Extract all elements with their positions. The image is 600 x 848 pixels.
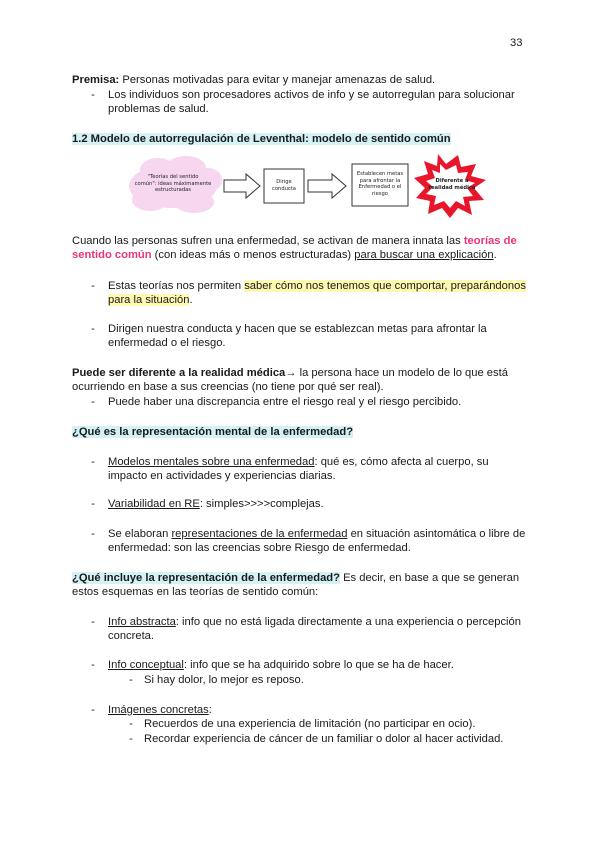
underlined-term: Info conceptual [108,659,184,671]
bullet-text: en situación asintomática o libre de [347,528,526,540]
arrow-right-icon [308,174,346,198]
incluye-i3-sub2: Recordar experiencia de cáncer de un familiar o dolor al hacer actividad. [144,733,504,745]
bullet-dash: - [91,616,95,628]
intro-text: (con ideas más o menos estructuradas) [151,249,355,261]
section-title-text: 1.2 Modelo de autorregulación de Leventhal: modelo de sentido común [72,133,451,145]
bullet-text: Se elaboran [108,528,172,540]
bullet-teorias-line2 [108,293,193,307]
incluye-line2: estos esquemas en las teorías de sentido común: [72,586,319,598]
intro-line1 [72,234,517,248]
star-text-line: Diferente a [435,178,469,184]
box-dirige-text [264,179,304,192]
underlined-term: Imágenes concretas [108,704,209,716]
cloud-text-line: estructuradas [154,187,191,193]
bullet-dash: - [91,659,95,671]
realidad-bullet: Puede haber una discrepancia entre el riesgo real y el riesgo percibido. [108,396,462,408]
box-text-line: conducta [272,185,296,192]
bullet-dash: - [91,704,95,716]
premisa-label: Premisa: [72,74,120,86]
box-metas-text [352,171,408,197]
bullet-dash: - [91,528,95,540]
premisa-bullet-line1: Los individuos son procesadores activos de info y se autorregulan para solucionar [108,89,515,101]
heading-text: ¿Qué es la representación mental de la enfermedad? [72,426,354,438]
box-text-line: riesgo [372,190,388,197]
incluye-i3-sub1: Recuerdos de una experiencia de limitación (no participar en ocio). [144,718,476,730]
intro-pink-text: teorías de [463,235,517,247]
cloud-text-line: "Teorías del sentido [147,174,199,180]
bullet-dash: - [91,396,95,408]
underlined-term: representaciones de la enfermedad [171,528,348,540]
sub-bullet-dash: - [129,718,133,730]
incluye-i3 [108,703,212,717]
bullet-dash: - [91,323,95,335]
bullet-text: Estas teorías nos permiten [108,280,245,292]
premisa-text: Personas motivadas para evitar y manejar amenazas de salud. [119,74,436,86]
bullet-text: : [208,704,212,716]
rep-mental-b3-line1 [108,527,525,541]
box-text-line: para afrontar la [359,177,401,184]
bullet-text: : qué es, cómo afecta al cuerpo, su [314,456,489,468]
incluye-text: Es decir, en base a que se generan [339,572,520,584]
rep-mental-b3-line2: enfermedad: son las creencias sobre Riesgo de enfermedad. [108,542,411,554]
page-number: 33 [510,37,523,49]
bullet-dash: - [91,498,95,510]
underlined-term: Variabilidad en RE [108,498,200,510]
sub-bullet-dash: - [129,733,133,745]
realidad-line1 [72,366,508,380]
arrow-right-icon [224,174,260,198]
intro-pink-text: sentido común [72,249,152,261]
incluye-i1-line2: concreta. [108,630,155,642]
bullet-dash: - [91,280,95,292]
rep-mental-heading [72,425,353,439]
starburst-text [424,178,480,191]
box-text-line: Enfermedad o el [358,184,402,190]
incluye-line1 [72,571,519,585]
rep-mental-b2 [108,497,324,511]
leventhal-diagram [128,150,508,220]
intro-text: Cuando las personas sufren una enfermedad, se activan de manera innata las [72,235,464,247]
bullet-dash: - [91,89,95,101]
bullet-teorias-line1 [108,279,526,293]
realidad-text: la persona hace un modelo de lo que está [296,367,508,379]
star-text-line: realidad médica [428,184,476,191]
underlined-term: Modelos mentales sobre una enfermedad [108,456,315,468]
bullet-text: : simples>>>>complejas. [199,498,324,510]
bullet-dirigen-line1: Dirigen nuestra conducta y hacen que se establezcan metas para afrontar la [108,323,487,335]
premisa-line [72,73,435,87]
highlighted-text: saber cómo nos tenemos que comportar, preparándonos [244,280,526,292]
premisa-bullet-line2: problemas de salud. [108,103,209,115]
box-text-line: Dirige [276,179,292,185]
box-text-line: Establecen metas [356,171,404,177]
rep-mental-b1-line1 [108,455,489,469]
bullet-text: . [189,294,193,306]
heading-text: ¿Qué incluye la representación de la enfermedad? [72,572,340,584]
bullet-text: : info que no está ligada directamente a una experiencia o percepción [175,616,521,628]
underlined-term: Info abstracta [108,616,176,628]
incluye-i2-sub: Si hay dolor, lo mejor es reposo. [144,674,304,686]
bullet-dash: - [91,456,95,468]
cloud-text [130,174,216,194]
incluye-i1-line1 [108,615,521,629]
rep-mental-b1-line2: impacto en actividades y experiencias diarias. [108,470,336,482]
section-title [72,132,451,146]
arrow-icon: → [285,367,297,379]
cloud-text-line: común": ideas máximamente [134,180,212,187]
sub-bullet-dash: - [129,674,133,686]
bullet-text: : info que se ha adquirido sobre lo que se ha de hacer. [183,659,454,671]
highlighted-text: para la situación [108,294,190,306]
realidad-bold: Puede ser diferente a la realidad médica [72,367,286,379]
intro-text: . [493,249,497,261]
incluye-i2 [108,658,454,672]
realidad-line2: ocurriendo en base a sus creencias (no tiene por qué ser real). [72,381,384,393]
intro-underlined: para buscar una explicación [354,249,494,261]
bullet-dirigen-line2: enfermedad o el riesgo. [108,337,226,349]
intro-line2 [72,248,497,262]
